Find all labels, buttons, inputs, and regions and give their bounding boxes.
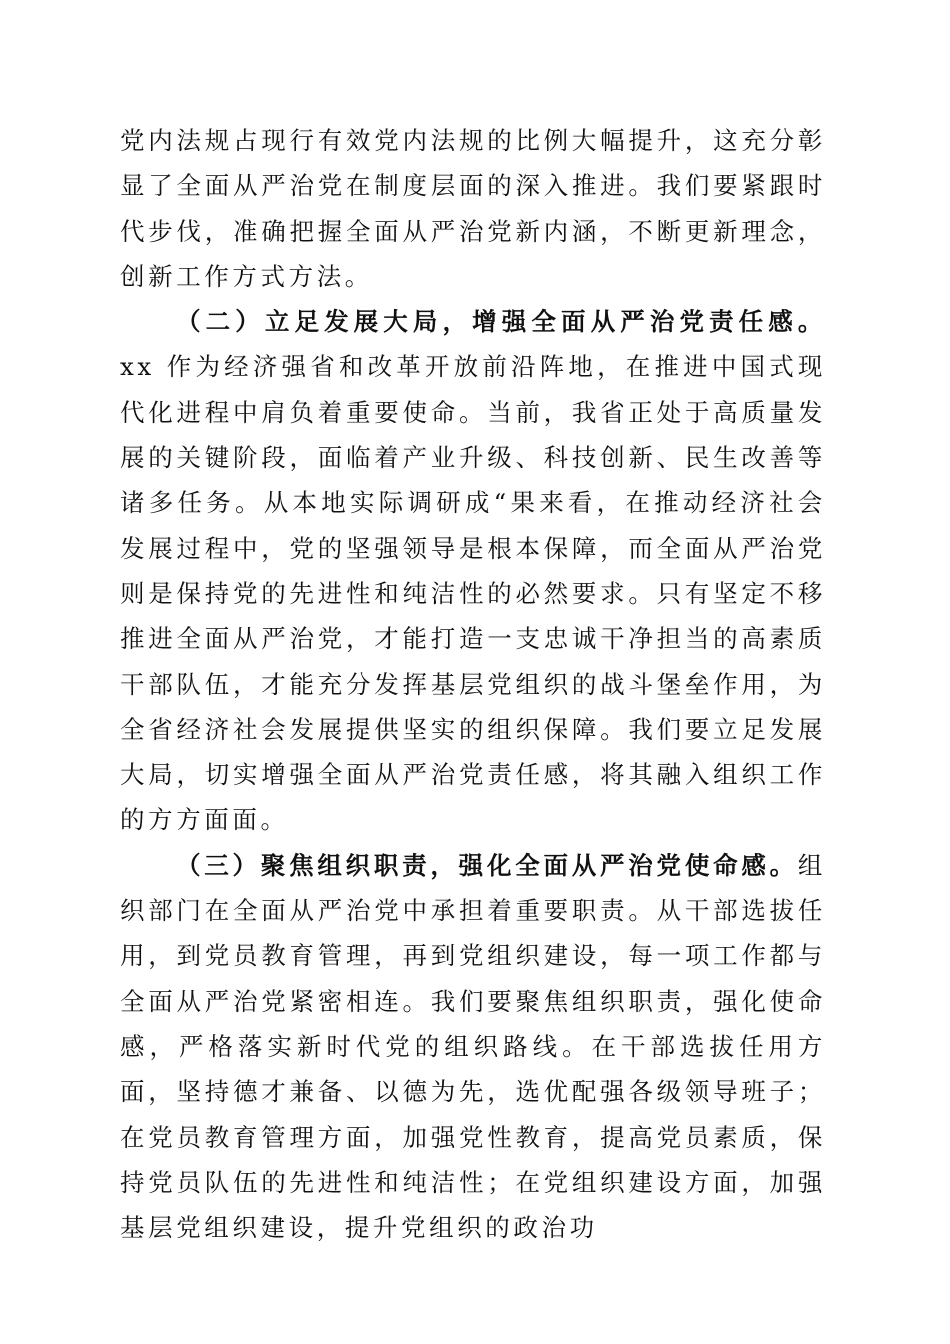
paragraph-continuation: [120, 118, 826, 299]
section-heading: （三）聚焦组织职责，强化全面从严治党使命感。: [176, 850, 798, 880]
section-heading: （二）立足发展大局，增强全面从严治党责任感。: [176, 307, 826, 337]
document-body: [120, 118, 826, 1250]
paragraph-text: xx 作为经济强省和改革开放前沿阵地，在推进中国式现代化进程中肩负着重要使命。当前，我省正处于高质量发展的关键阶段，面临着产业升级、科技创新、民生改善等诸多任务。从本地实际调研成“果来看，在推动经济社会发展过程中，党的坚强领导是根本保障，而全面从严治党则是保持党的先进性和纯洁性的必然要求。只有坚定不移推进全面从严治党，才能打造一支忠诚干净担当的高素质干部队伍，才能充分发挥基层党组织的战斗堡垒作用，为全省经济社会发展提供坚实的组织保障。我们要立足发展大局，切实增强全面从严治党责任感，将其融入组织工作的方方面面。: [120, 352, 826, 835]
paragraph-text: 党内法规占现行有效党内法规的比例大幅提升，这充分彰显了全面从严治党在制度层面的深入推进。我们要紧跟时代步伐，准确把握全面从严治党新内涵，不断更新理念，创新工作方式方法。: [120, 126, 826, 291]
paragraph-section-three: [120, 843, 826, 1251]
paragraph-section-two: [120, 299, 826, 843]
paragraph-text: 组织部门在全面从严治党中承担着重要职责。从干部选拔任用，到党员教育管理，再到党组织建设，每一项工作都与全面从严治党紧密相连。我们要聚焦组织职责，强化使命感，严格落实新时代党的组织路线。在干部选拔任用方面，坚持德才兼备、以德为先，选优配强各级领导班子；在党员教育管理方面，加强党性教育，提高党员素质，保持党员队伍的先进性和纯洁性；在党组织建设方面，加强基层党组织建设，提升党组织的政治功: [120, 850, 826, 1243]
